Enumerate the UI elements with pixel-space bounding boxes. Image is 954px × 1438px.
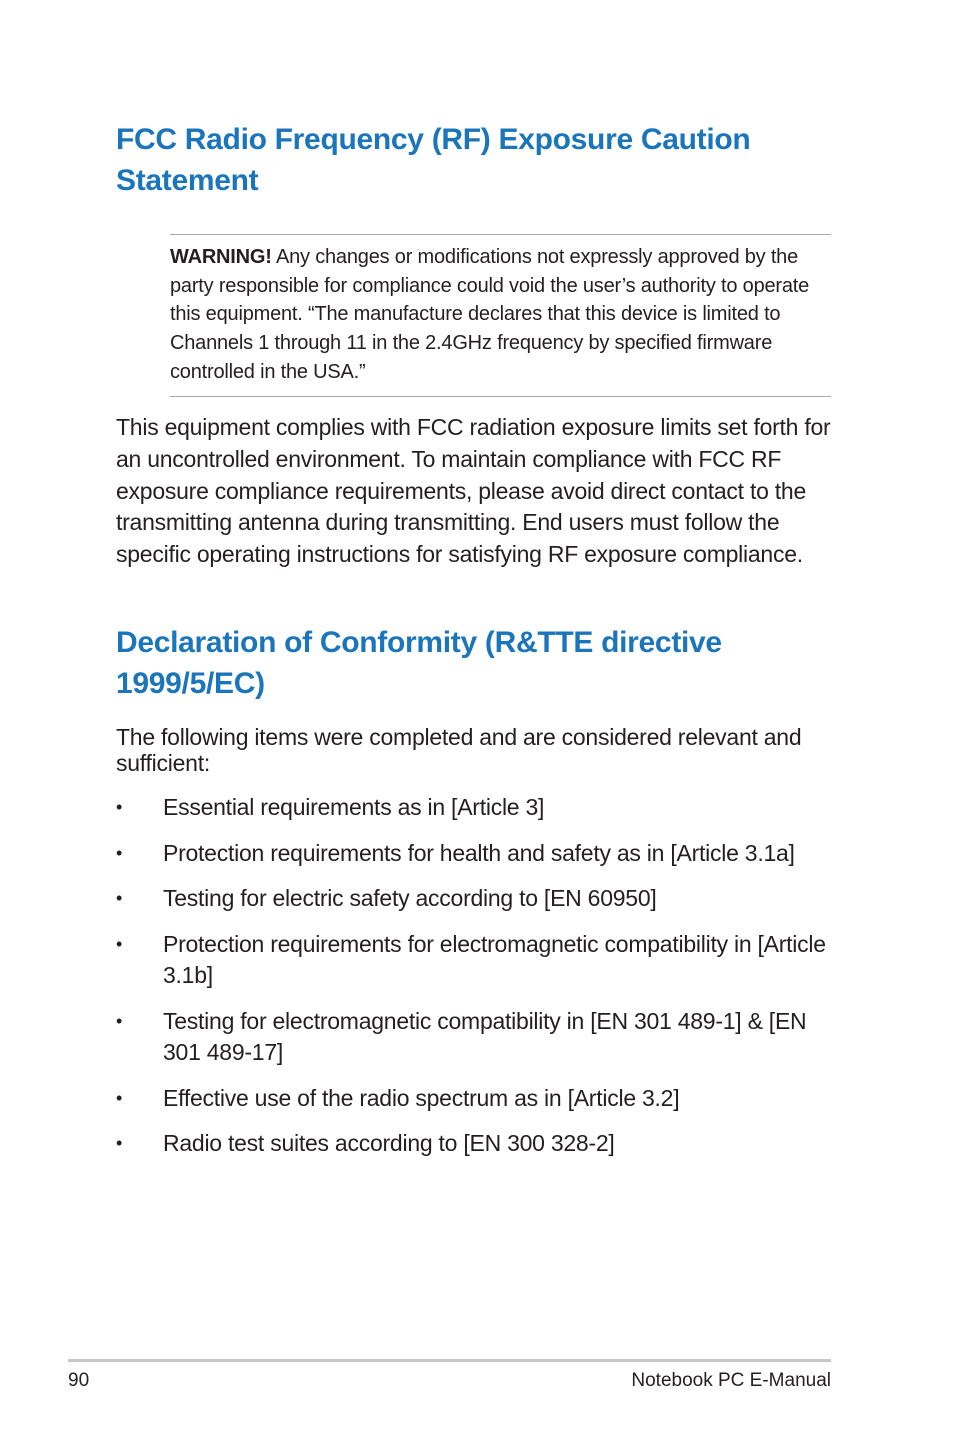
bullet: • [116, 797, 123, 817]
bullet: • [116, 888, 123, 908]
list-item [116, 1128, 836, 1160]
list-item-text: Radio test suites according to [EN 300 328-2] [163, 1130, 615, 1156]
warning-body: Any changes or modifications not expressly approved by the party responsible for compliance could void the user’s authority to operate this equipment. “The manufacture declares that this device is limited to Channels 1 through 11 in the 2.4GHz frequency by specified firmware controlled in the USA.” [170, 246, 810, 383]
list-item [116, 883, 836, 915]
bullet: • [116, 1087, 123, 1108]
bullet: • [116, 1010, 123, 1031]
requirements-list [116, 792, 836, 1174]
list-item-text: Protection requirements for electromagnetic compatibility in [Article 3.1b] [163, 930, 826, 988]
bullet: • [116, 842, 123, 863]
manual-title: Notebook PC E-Manual [631, 1370, 831, 1391]
page-number: 90 [68, 1370, 90, 1391]
warning-box [170, 234, 831, 397]
bullet: • [116, 1133, 123, 1153]
list-item [116, 1083, 836, 1115]
list-item [116, 929, 836, 992]
fcc-compliance-paragraph: This equipment complies with FCC radiation exposure limits set forth for an uncontrolled environment. To maintain compliance with FCC RF exposure compliance requirements, please avoid direct contact to the transmitting antenna during transmitting. End users must follow the specific operating instructions for satisfying RF exposure compliance. [116, 414, 831, 568]
declaration-intro: The following items were completed and are considered relevant and sufficient: [116, 724, 802, 776]
declaration-heading: Declaration of Conformity (R&TTE directive 1999/5/EC) [116, 626, 722, 700]
fcc-rf-heading: FCC Radio Frequency (RF) Exposure Caution Statement [116, 123, 751, 197]
list-item-text: Testing for electric safety according to [EN 60950] [163, 885, 657, 911]
bullet: • [116, 933, 123, 954]
list-item [116, 838, 836, 870]
footer-divider [68, 1359, 831, 1362]
list-item [116, 1006, 836, 1069]
list-item-text: Testing for electromagnetic compatibility in [EN 301 489-1] & [EN 301 489-17] [163, 1007, 807, 1065]
warning-text [170, 243, 831, 387]
list-item-text: Essential requirements as in [Article 3] [163, 794, 545, 820]
list-item [116, 792, 836, 824]
list-item-text: Effective use of the radio spectrum as in [Article 3.2] [163, 1084, 680, 1111]
list-item-text: Protection requirements for health and safety as in [Article 3.1a] [163, 839, 795, 866]
warning-label: WARNING! [170, 246, 272, 268]
